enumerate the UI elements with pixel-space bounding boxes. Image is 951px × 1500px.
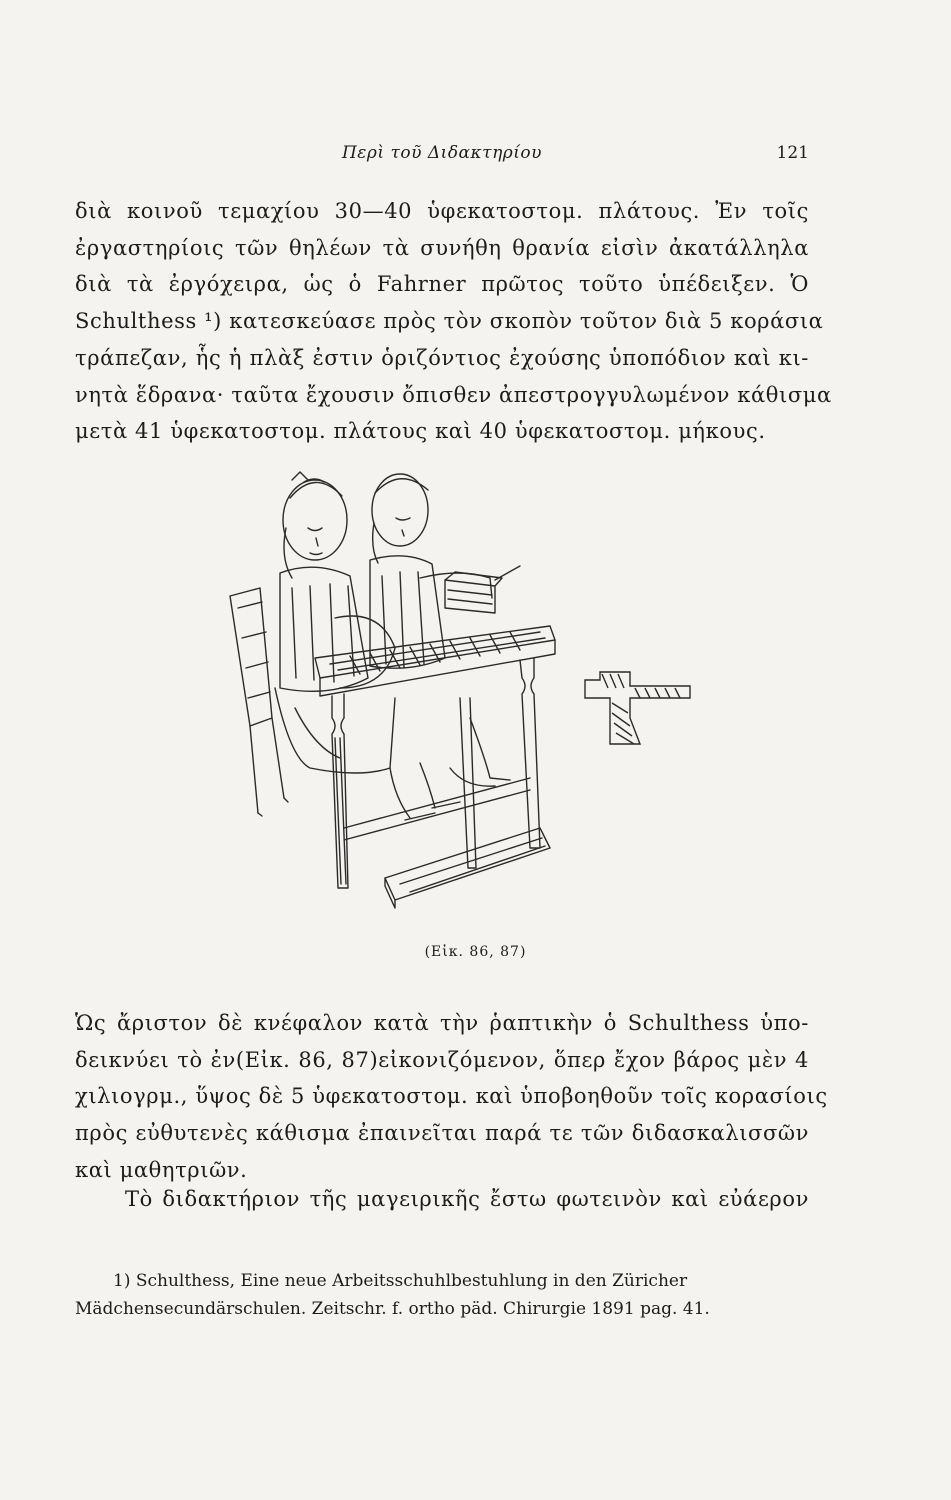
- text-line: Ὡς ἄριστον δὲ κνέφαλον κατὰ τὴν ῥαπτικὴν ὁ Schulthess ὑπο-: [75, 1011, 809, 1035]
- figure-illustration: [220, 468, 700, 928]
- running-head: [75, 143, 809, 167]
- text-line: καὶ μαθητριῶν.: [75, 1157, 248, 1182]
- page-number: 121: [776, 143, 809, 163]
- desk-edge-cross-section-icon: [580, 658, 700, 748]
- text-line: Τὸ διδακτήριον τῆς μαγειρικῆς ἔστω φωτεινὸν καὶ εὐάερον: [125, 1187, 809, 1211]
- text-line: ἐργαστηρίοις τῶν θηλέων τὰ συνήθη θρανία εἰσὶν ἀκατάλληλα: [75, 235, 809, 260]
- text-line: χιλιογρμ., ὕψος δὲ 5 ὑφεκατοστομ. καὶ ὑποβοηθοῦν τοῖς κορασίοις: [75, 1084, 828, 1109]
- text-line: Schulthess ¹) κατεσκεύασε πρὸς τὸν σκοπὸν τοῦτον διὰ 5 κοράσια: [75, 309, 824, 334]
- text-line: νητὰ ἕδρανα· ταῦτα ἔχουσιν ὄπισθεν ἀπεστρογγυλωμένον κάθισμα: [75, 382, 832, 407]
- text-line: δεικνύει τὸ ἐν(Εἰκ. 86, 87)εἰκονιζόμενον, ὅπερ ἔχον βάρος μὲν 4: [75, 1047, 809, 1072]
- text-line: πρὸς εὐθυτενὲς κάθισμα ἐπαινεῖται παρά τε τῶν διδασκαλισσῶν: [75, 1121, 809, 1146]
- paragraph-1: [75, 193, 832, 450]
- paragraph-3: [75, 1181, 809, 1218]
- footnote-line: 1) Schulthess, Eine neue Arbeitsschuhlbestuhlung in den Züricher: [113, 1271, 688, 1291]
- paragraph-2: [75, 1005, 828, 1189]
- text-line: μετὰ 41 ὑφεκατοστομ. πλάτους καὶ 40 ὑφεκατοστομ. μήκους.: [75, 419, 766, 444]
- running-title: Περὶ τοῦ Διδακτηρίου: [341, 143, 542, 163]
- text-line: τράπεζαν, ἧς ἡ πλὰξ ἐστιν ὁριζόντιος ἐχούσης ὑποπόδιον καὶ κι-: [75, 345, 809, 370]
- text-line: διὰ τὰ ἐργόχειρα, ὡς ὁ Fahrner πρῶτος τοῦτο ὑπέδειξεν. Ὁ: [75, 272, 809, 297]
- footnote: [75, 1267, 809, 1323]
- text-line: διὰ κοινοῦ τεμαχίου 30—40 ὑφεκατοστομ. πλάτους. Ἐν τοῖς: [75, 199, 809, 223]
- footnote-line: Mädchensecundärschulen. Zeitschr. f. ortho päd. Chirurgie 1891 pag. 41.: [75, 1299, 710, 1319]
- figure-caption: (Εἰκ. 86, 87): [424, 944, 527, 960]
